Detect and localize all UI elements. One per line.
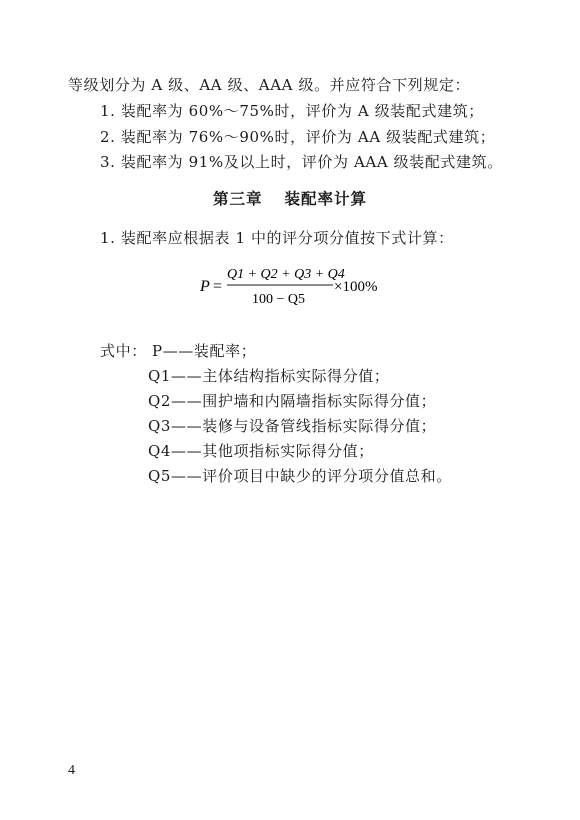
- rule-item-3: 3. 装配率为 91%及以上时，评价为 AAA 级装配式建筑。: [100, 153, 503, 171]
- formula-lhs: P: [200, 278, 210, 295]
- calc-intro: 1. 装配率应根据表 1 中的评分项分值按下式计算：: [100, 229, 454, 247]
- formula-equals: =: [213, 278, 223, 295]
- definition-text: ——装修与设备管线指标实际得分值；: [171, 417, 437, 435]
- chapter-heading: [0, 187, 580, 209]
- definition-q5: [148, 466, 452, 486]
- definition-text: ——主体结构指标实际得分值；: [171, 367, 390, 385]
- formula-numerator: Q1 + Q2 + Q3 + Q4: [227, 267, 345, 282]
- chapter-number: 第三章: [212, 190, 263, 208]
- rule-item-1: 1. 装配率为 60%～75%时，评价为 A 级装配式建筑；: [100, 102, 484, 120]
- definition-text: ——评价项目中缺少的评分项分值总和。: [171, 467, 452, 485]
- formula-denominator: 100 − Q5: [252, 292, 306, 307]
- intro-line: 等级划分为 A 级、AA 级、AAA 级。并应符合下列规定：: [68, 76, 471, 94]
- definition-q2: [148, 391, 436, 411]
- page-number: 4: [68, 763, 75, 778]
- definition-text: ——围护墙和内隔墙指标实际得分值；: [171, 392, 437, 410]
- formula-graphic: [200, 264, 390, 310]
- definition-text: ——其他项指标实际得分值；: [171, 442, 374, 460]
- definition-text: ——装配率；: [162, 342, 257, 360]
- rule-item-2: 2. 装配率为 76%～90%时，评价为 AA 级装配式建筑；: [100, 128, 496, 146]
- chapter-title: 装配率计算: [284, 190, 368, 208]
- definition-symbol: Q5: [148, 467, 172, 485]
- definition-q1: [148, 366, 389, 386]
- definition-symbol: Q4: [148, 442, 172, 460]
- definition-symbol: Q2: [148, 392, 172, 410]
- definition-q4: [148, 441, 374, 461]
- definition-q3: [148, 416, 436, 436]
- definition-symbol: Q1: [148, 367, 172, 385]
- assembly-rate-formula: [200, 264, 390, 315]
- formula-factor: ×100%: [334, 279, 378, 295]
- definition-symbol: P: [152, 342, 163, 360]
- where-label: 式中：: [100, 342, 147, 360]
- definition-p: [152, 341, 256, 361]
- definition-symbol: Q3: [148, 417, 172, 435]
